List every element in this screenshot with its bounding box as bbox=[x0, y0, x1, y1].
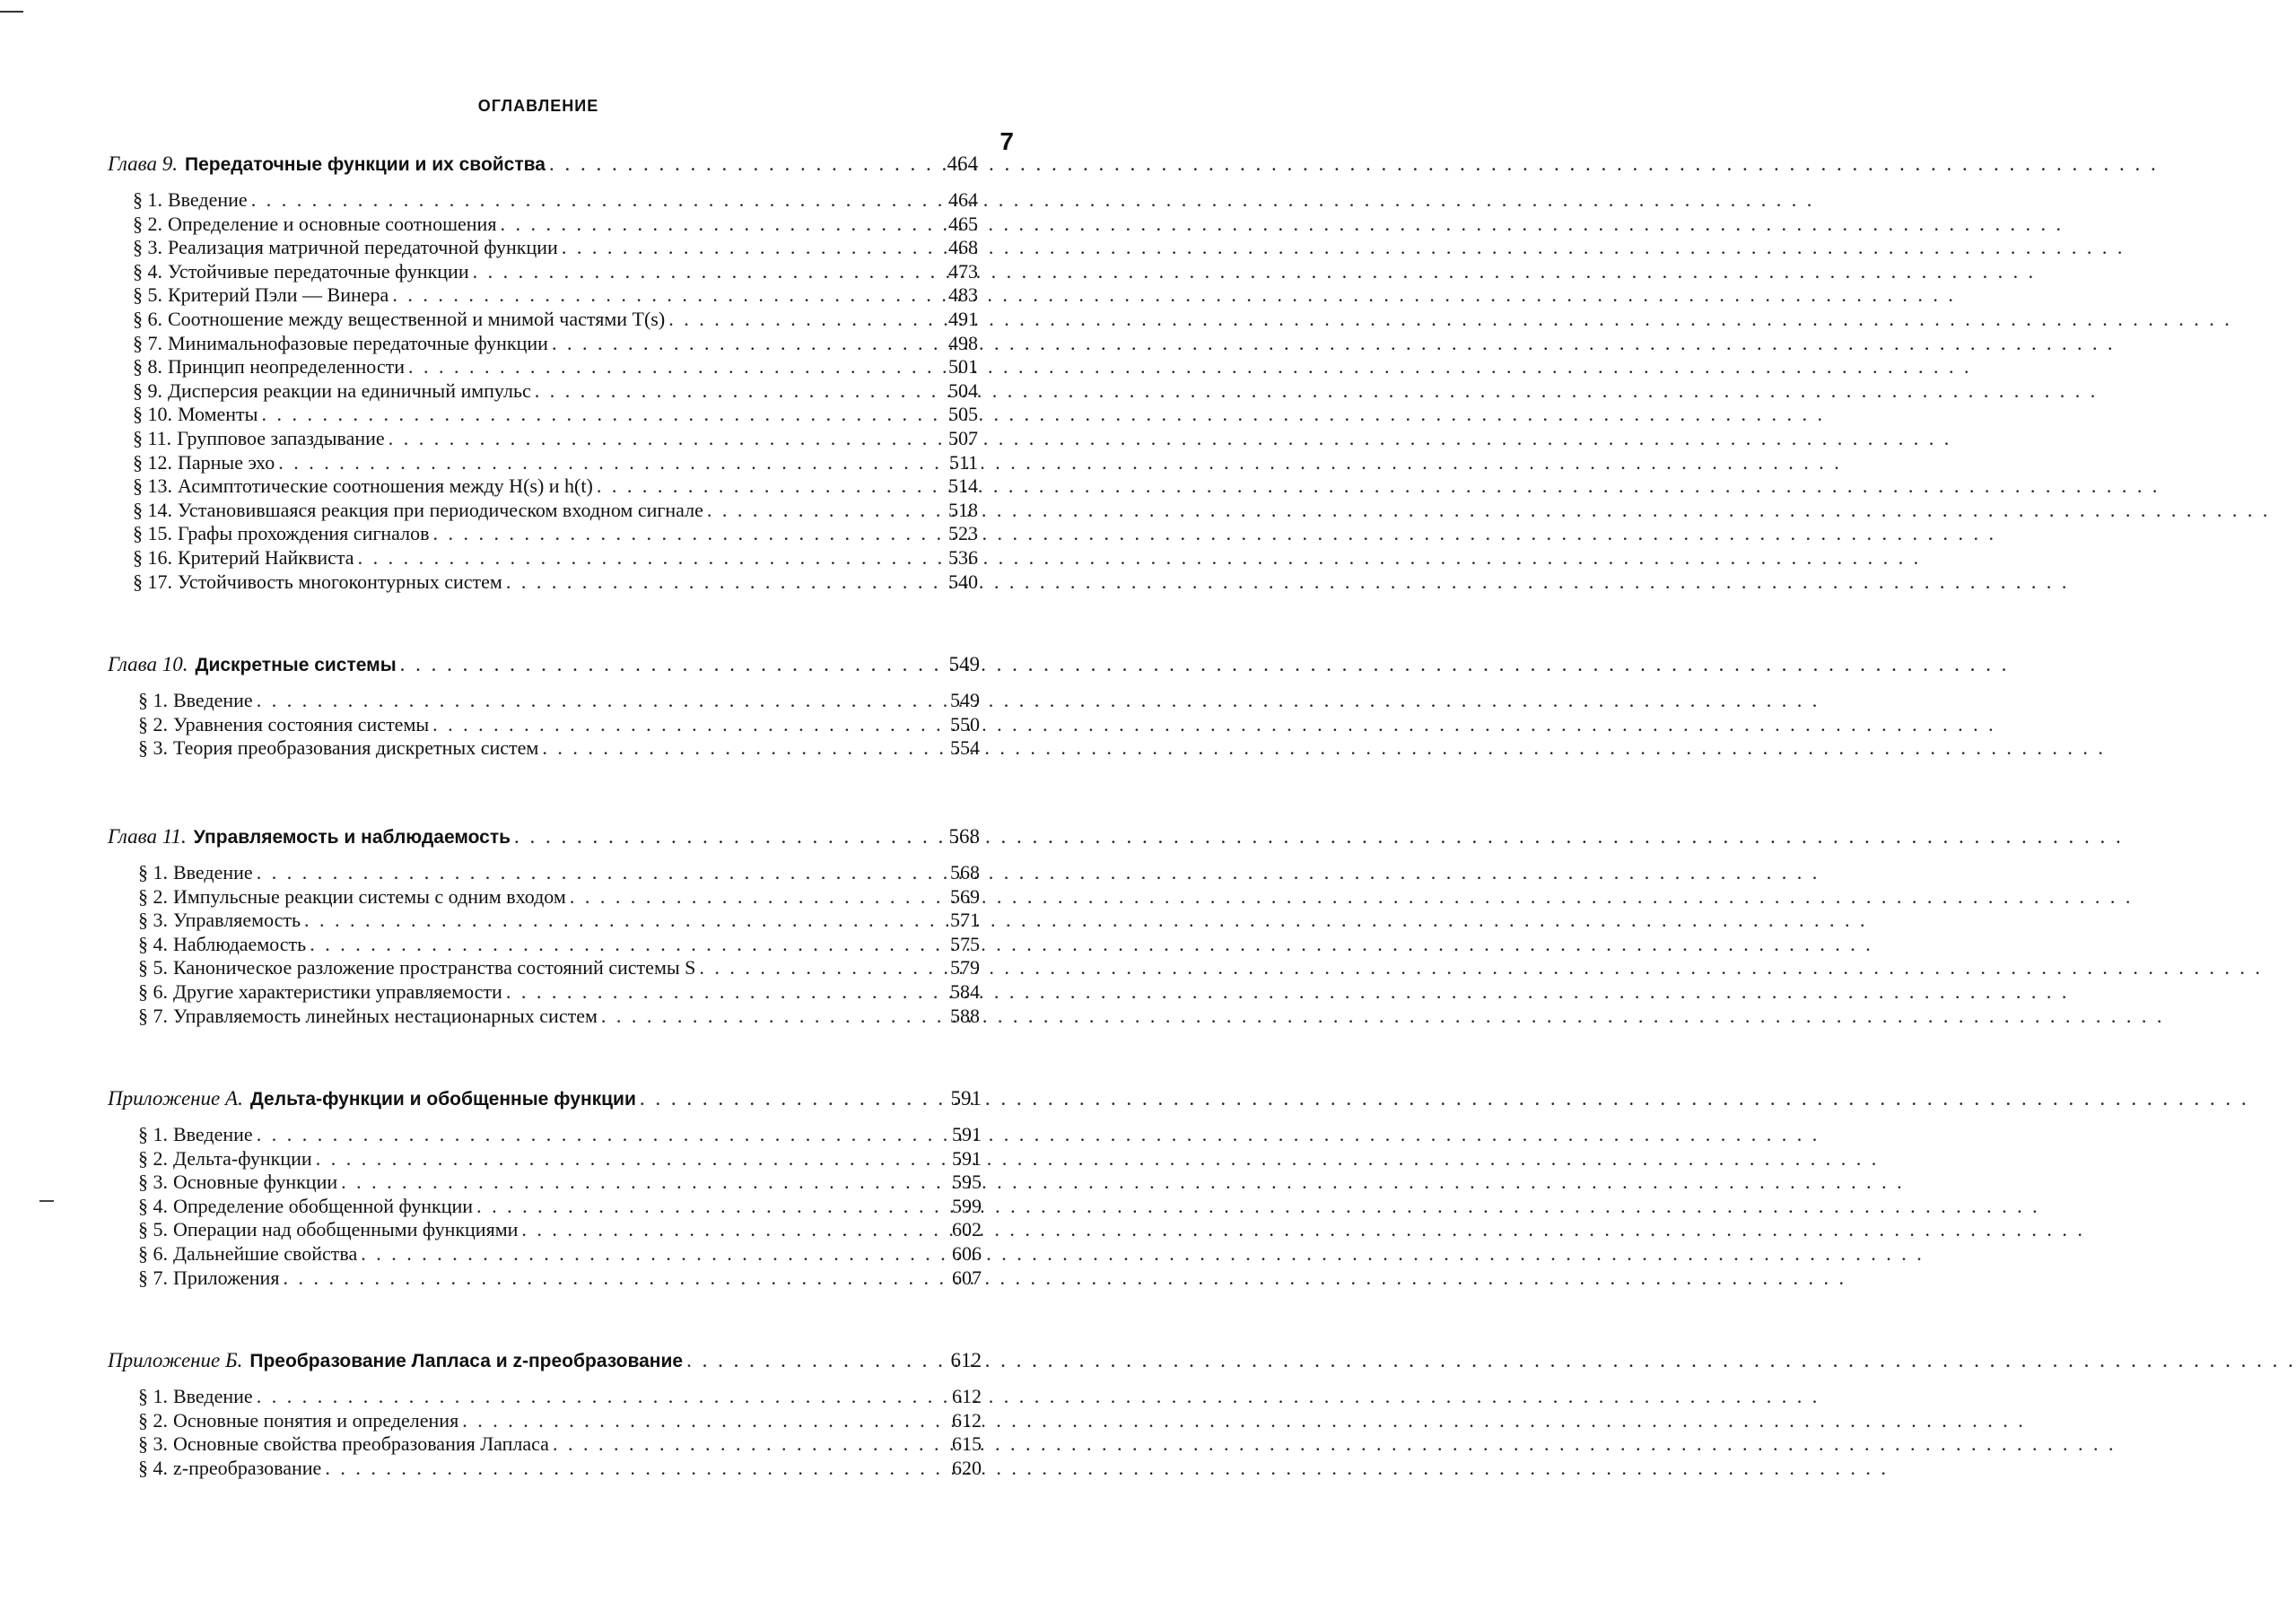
section-number: § 7. bbox=[138, 1266, 168, 1289]
section-list bbox=[0, 188, 1077, 594]
section-title: Определение и основные соотношения bbox=[168, 212, 497, 235]
toc-entry bbox=[133, 570, 978, 595]
dot-leader bbox=[553, 1432, 947, 1457]
section-page-number: 620 bbox=[952, 1456, 982, 1479]
section-number: § 3. bbox=[138, 909, 168, 932]
dot-leader bbox=[500, 213, 944, 237]
dot-leader bbox=[388, 427, 944, 451]
dot-leader bbox=[251, 188, 944, 213]
section-page-number: 550 bbox=[950, 712, 980, 736]
toc-entry-title-group bbox=[138, 1195, 473, 1219]
toc-entry-title-group bbox=[138, 1432, 549, 1457]
chapter-title-group bbox=[108, 1347, 683, 1375]
section-title: z-преобразование bbox=[173, 1456, 322, 1479]
toc-entry bbox=[138, 1385, 982, 1409]
section-number: § 4. bbox=[138, 1456, 168, 1479]
section-title: Введение bbox=[168, 188, 248, 211]
dot-leader bbox=[283, 1266, 947, 1291]
section-title: Соотношение между вещественной и мнимой частями T(s) bbox=[168, 307, 666, 330]
section-number: § 3. bbox=[138, 1171, 168, 1194]
section-title: Принцип неопределенности bbox=[168, 355, 405, 379]
section-page-number: 507 bbox=[948, 426, 978, 449]
toc-entry-title-group bbox=[133, 188, 248, 213]
toc-entry-title-group bbox=[133, 213, 496, 237]
section-number: § 1. bbox=[138, 861, 168, 883]
dot-leader bbox=[432, 713, 946, 737]
toc-entry-title-group bbox=[133, 355, 405, 379]
section-page-number: 491 bbox=[948, 307, 978, 330]
toc-entry-title-group bbox=[133, 283, 388, 308]
toc-entry-title-group bbox=[133, 451, 275, 475]
section-page-number: 568 bbox=[950, 861, 980, 883]
section-number: § 6. bbox=[138, 1241, 168, 1265]
chapter-heading bbox=[108, 1085, 982, 1112]
toc-entry bbox=[138, 1171, 982, 1195]
section-page-number: 612 bbox=[952, 1408, 982, 1432]
dot-leader bbox=[400, 651, 946, 678]
section-title: Импульсные реакции системы с одним входом bbox=[173, 884, 566, 908]
section-number: § 1. bbox=[133, 188, 162, 211]
section-number: § 4. bbox=[138, 932, 168, 955]
toc-entry bbox=[138, 1409, 982, 1433]
section-number: § 5. bbox=[133, 283, 162, 307]
toc-entry-title-group bbox=[138, 736, 538, 761]
toc-entry bbox=[138, 1218, 982, 1242]
dot-leader bbox=[473, 260, 944, 284]
toc-entry bbox=[133, 522, 978, 546]
section-number: § 2. bbox=[133, 212, 162, 235]
chapter-label: Глава 11. bbox=[108, 825, 187, 848]
toc-entry bbox=[138, 1242, 982, 1266]
section-number: § 12. bbox=[133, 450, 172, 474]
toc-entry-title-group bbox=[138, 1457, 321, 1481]
toc-entry-title-group bbox=[138, 713, 429, 737]
section-number: § 4. bbox=[133, 259, 162, 283]
section-title: Операции над обобщенными функциями bbox=[173, 1218, 519, 1241]
section-number: § 7. bbox=[138, 1004, 168, 1027]
section-number: § 16. bbox=[133, 545, 172, 569]
dot-leader bbox=[257, 1123, 947, 1147]
toc-entry bbox=[138, 909, 980, 933]
chapter-title: Дискретные системы bbox=[195, 655, 397, 675]
section-title: Реализация матричной передаточной функции bbox=[168, 236, 558, 259]
section-page-number: 591 bbox=[952, 1123, 982, 1145]
dot-leader bbox=[310, 933, 946, 957]
toc-entry bbox=[133, 213, 978, 237]
section-number: § 3. bbox=[133, 236, 162, 259]
section-title: Групповое запаздывание bbox=[177, 426, 385, 449]
section-number: § 2. bbox=[138, 1146, 168, 1170]
margin-mark-top bbox=[0, 11, 23, 13]
section-title: Управляемость линейных нестационарных систем bbox=[173, 1004, 598, 1027]
toc-entry bbox=[138, 980, 980, 1005]
section-number: § 6. bbox=[133, 307, 162, 330]
section-page-number: 483 bbox=[948, 283, 978, 307]
toc-entry bbox=[138, 736, 980, 761]
dot-leader bbox=[506, 980, 946, 1005]
chapter-label: Приложение Б. bbox=[108, 1349, 243, 1371]
section-page-number: 554 bbox=[950, 736, 980, 760]
chapter-label: Глава 10. bbox=[108, 653, 188, 675]
section-list bbox=[0, 689, 1077, 761]
toc-entry bbox=[138, 1123, 982, 1147]
section-title: Критерий Найквиста bbox=[178, 545, 354, 569]
toc-entry-title-group bbox=[138, 933, 306, 957]
dot-leader bbox=[257, 861, 946, 885]
chapter-page-number: 612 bbox=[950, 1349, 982, 1371]
section-title: Приложения bbox=[173, 1266, 280, 1289]
section-title: Графы прохождения сигналов bbox=[178, 522, 430, 545]
section-number: § 9. bbox=[133, 379, 162, 402]
section-page-number: 511 bbox=[948, 450, 978, 474]
section-page-number: 468 bbox=[948, 236, 978, 259]
running-head: ОГЛАВЛЕНИЕ bbox=[477, 97, 599, 115]
toc-entry-title-group bbox=[138, 1385, 253, 1409]
toc-entry-title-group bbox=[133, 403, 258, 427]
chapter-heading bbox=[108, 651, 980, 678]
toc-entry bbox=[138, 1457, 982, 1481]
chapter-label: Глава 9. bbox=[108, 152, 178, 175]
toc-entry bbox=[133, 379, 978, 404]
dot-leader bbox=[341, 1171, 947, 1195]
dot-leader bbox=[707, 499, 944, 523]
toc-entry-title-group bbox=[133, 332, 548, 356]
section-title: Основные свойства преобразования Лапласа bbox=[173, 1432, 549, 1456]
chapter-title-group bbox=[108, 651, 397, 679]
chapter-title: Управляемость и наблюдаемость bbox=[193, 827, 511, 848]
section-page-number: 518 bbox=[948, 498, 978, 521]
toc-entry-title-group bbox=[138, 885, 566, 910]
toc-entry bbox=[138, 933, 980, 957]
section-page-number: 523 bbox=[948, 522, 978, 545]
dot-leader bbox=[699, 956, 946, 980]
document-page bbox=[0, 0, 1077, 1619]
section-number: § 13. bbox=[133, 474, 172, 498]
dot-leader bbox=[668, 308, 944, 332]
section-title: Установившаяся реакция при периодическом входном сигнале bbox=[178, 498, 703, 521]
section-page-number: 615 bbox=[952, 1432, 982, 1456]
dot-leader bbox=[601, 1005, 946, 1029]
toc-entry bbox=[133, 403, 978, 427]
dot-leader bbox=[521, 1218, 947, 1242]
chapter-label: Приложение А. bbox=[108, 1087, 243, 1110]
chapter-page-number: 591 bbox=[950, 1087, 982, 1110]
toc-entry bbox=[133, 546, 978, 570]
section-page-number: 591 bbox=[952, 1146, 982, 1170]
toc-entry bbox=[138, 689, 980, 713]
section-number: § 3. bbox=[138, 1432, 168, 1456]
chapter-title-group bbox=[108, 1085, 636, 1113]
section-title: Критерий Пэли — Винера bbox=[168, 283, 389, 307]
toc-entry bbox=[133, 188, 978, 213]
section-page-number: 575 bbox=[950, 932, 980, 955]
toc-entry bbox=[133, 474, 978, 499]
section-number: § 15. bbox=[133, 522, 172, 545]
toc-entry-title-group bbox=[138, 1218, 518, 1242]
toc-entry bbox=[138, 1432, 982, 1457]
section-title: Моменты bbox=[178, 403, 258, 426]
section-page-number: 498 bbox=[948, 331, 978, 354]
chapter-block bbox=[0, 1347, 1077, 1480]
section-title: Парные эхо bbox=[178, 450, 275, 474]
toc-entry-title-group bbox=[133, 499, 703, 523]
section-number: § 1. bbox=[138, 1385, 168, 1407]
section-title: Теория преобразования дискретных систем bbox=[173, 736, 539, 760]
section-number: § 10. bbox=[133, 403, 172, 426]
section-title: Основные функции bbox=[173, 1171, 338, 1194]
page-number: 7 bbox=[1000, 127, 1014, 155]
chapter-block bbox=[0, 823, 1077, 1028]
section-page-number: 473 bbox=[948, 259, 978, 283]
section-list bbox=[0, 861, 1077, 1028]
toc-entry bbox=[133, 332, 978, 356]
toc-entry-title-group bbox=[133, 546, 354, 570]
toc-entry-title-group bbox=[138, 909, 301, 933]
section-page-number: 599 bbox=[952, 1194, 982, 1217]
chapter-title: Дельта-функции и обобщенные функции bbox=[249, 1089, 636, 1110]
toc-entry-title-group bbox=[138, 956, 695, 980]
toc-entry bbox=[133, 283, 978, 308]
dot-leader bbox=[325, 1457, 947, 1481]
section-page-number: 464 bbox=[948, 188, 978, 211]
toc-entry-title-group bbox=[133, 379, 531, 404]
section-page-number: 505 bbox=[948, 403, 978, 426]
section-page-number: 579 bbox=[950, 956, 980, 979]
toc-entry-title-group bbox=[138, 1266, 279, 1291]
toc-entry-title-group bbox=[133, 427, 385, 451]
chapter-page-number: 568 bbox=[948, 825, 980, 848]
dot-leader bbox=[535, 379, 944, 404]
dot-leader bbox=[686, 1347, 947, 1374]
section-list bbox=[0, 1385, 1077, 1480]
toc-entry-title-group bbox=[133, 570, 502, 595]
chapter-page-number: 549 bbox=[948, 653, 980, 675]
toc-entry bbox=[133, 451, 978, 475]
dot-leader bbox=[392, 283, 944, 308]
toc-entry-title-group bbox=[138, 1171, 337, 1195]
dot-leader bbox=[358, 546, 944, 570]
section-page-number: 569 bbox=[950, 884, 980, 908]
dot-leader bbox=[408, 355, 944, 379]
chapter-block bbox=[0, 151, 1077, 594]
chapter-block bbox=[0, 651, 1077, 761]
toc-entry-title-group bbox=[138, 689, 253, 713]
toc-entry bbox=[138, 885, 980, 910]
toc-entry-title-group bbox=[133, 236, 558, 260]
dot-leader bbox=[257, 1385, 947, 1409]
toc-entry bbox=[138, 1266, 982, 1291]
toc-entry bbox=[138, 956, 980, 980]
chapter-block bbox=[0, 1085, 1077, 1290]
dot-leader bbox=[361, 1242, 947, 1266]
section-number: § 2. bbox=[138, 1408, 168, 1432]
section-number: § 5. bbox=[138, 1218, 168, 1241]
chapter-title: Передаточные функции и их свойства bbox=[185, 154, 546, 175]
toc-entry-title-group bbox=[138, 1123, 253, 1147]
chapter-title: Преобразование Лапласа и z-преобразование bbox=[249, 1351, 684, 1371]
section-title: Управляемость bbox=[173, 909, 301, 932]
section-title: Дальнейшие свойства bbox=[173, 1241, 358, 1265]
dot-leader bbox=[562, 236, 944, 260]
section-number: § 8. bbox=[133, 355, 162, 379]
section-title: Дельта-функции bbox=[173, 1146, 312, 1170]
dot-leader bbox=[432, 522, 944, 546]
section-page-number: 588 bbox=[950, 1004, 980, 1027]
toc-entry-title-group bbox=[133, 474, 593, 499]
toc-entry-title-group bbox=[138, 1147, 312, 1171]
section-number: § 1. bbox=[138, 689, 168, 711]
toc-entry-title-group bbox=[133, 260, 469, 284]
section-number: § 14. bbox=[133, 498, 172, 521]
dot-leader bbox=[549, 151, 944, 178]
section-number: § 2. bbox=[138, 712, 168, 736]
chapter-page-number: 464 bbox=[947, 152, 978, 175]
section-title: Каноническое разложение пространства состояний системы S bbox=[173, 956, 696, 979]
toc-entry-title-group bbox=[138, 861, 253, 885]
section-page-number: 504 bbox=[948, 379, 978, 402]
toc-entry bbox=[133, 355, 978, 379]
section-page-number: 501 bbox=[948, 355, 978, 379]
section-title: Устойчивые передаточные функции bbox=[168, 259, 469, 283]
chapter-heading bbox=[108, 823, 980, 850]
section-page-number: 536 bbox=[948, 545, 978, 569]
section-page-number: 606 bbox=[952, 1241, 982, 1265]
toc-entry-title-group bbox=[138, 1409, 458, 1433]
section-title: Введение bbox=[173, 861, 253, 883]
dot-leader bbox=[597, 474, 944, 499]
section-number: § 1. bbox=[138, 1123, 168, 1145]
dot-leader bbox=[514, 823, 945, 850]
section-page-number: 595 bbox=[952, 1171, 982, 1194]
dot-leader bbox=[640, 1085, 947, 1112]
section-number: § 4. bbox=[138, 1194, 168, 1217]
section-title: Введение bbox=[173, 689, 253, 711]
dot-leader bbox=[570, 885, 946, 910]
section-title: Минимальнофазовые передаточные функции bbox=[168, 331, 548, 354]
toc-entry bbox=[133, 308, 978, 332]
section-title: Другие характеристики управляемости bbox=[173, 979, 502, 1003]
section-number: § 11. bbox=[133, 426, 172, 449]
section-title: Введение bbox=[173, 1123, 253, 1145]
section-title: Определение обобщенной функции bbox=[173, 1194, 474, 1217]
section-title: Уравнения состояния системы bbox=[173, 712, 430, 736]
section-number: § 3. bbox=[138, 736, 168, 760]
chapter-heading bbox=[108, 151, 978, 178]
section-title: Дисперсия реакции на единичный импульс bbox=[168, 379, 531, 402]
dot-leader bbox=[462, 1409, 947, 1433]
dot-leader bbox=[476, 1195, 947, 1219]
section-page-number: 514 bbox=[948, 474, 978, 498]
section-page-number: 612 bbox=[952, 1385, 982, 1407]
toc-entry-title-group bbox=[133, 308, 665, 332]
section-number: § 17. bbox=[133, 570, 172, 593]
toc-entry bbox=[138, 1005, 980, 1029]
section-title: Введение bbox=[173, 1385, 253, 1407]
section-number: § 5. bbox=[138, 956, 168, 979]
section-page-number: 571 bbox=[950, 909, 980, 932]
dot-leader bbox=[542, 736, 946, 761]
chapter-heading bbox=[108, 1347, 982, 1374]
toc-entry-title-group bbox=[138, 980, 502, 1005]
toc-entry bbox=[133, 499, 978, 523]
section-number: § 6. bbox=[138, 979, 168, 1003]
section-page-number: 607 bbox=[952, 1266, 982, 1289]
section-title: Основные понятия и определения bbox=[173, 1408, 459, 1432]
section-page-number: 602 bbox=[952, 1218, 982, 1241]
toc-entry bbox=[133, 236, 978, 260]
section-title: Асимптотические соотношения между H(s) и h(t) bbox=[178, 474, 593, 498]
toc-entry bbox=[133, 427, 978, 451]
dot-leader bbox=[261, 403, 944, 427]
section-page-number: 549 bbox=[950, 689, 980, 711]
section-number: § 7. bbox=[133, 331, 162, 354]
toc-entry bbox=[138, 1147, 982, 1171]
toc-entry bbox=[138, 861, 980, 885]
dot-leader bbox=[552, 332, 944, 356]
chapter-title-group bbox=[108, 151, 546, 178]
toc-entry-title-group bbox=[138, 1005, 598, 1029]
dot-leader bbox=[506, 570, 944, 595]
toc-entry bbox=[138, 1195, 982, 1219]
section-title: Устойчивость многоконтурных систем bbox=[178, 570, 502, 593]
toc-entry bbox=[138, 713, 980, 737]
toc-entry bbox=[133, 260, 978, 284]
dot-leader bbox=[316, 1147, 947, 1171]
dot-leader bbox=[278, 451, 944, 475]
section-list bbox=[0, 1123, 1077, 1290]
dot-leader bbox=[257, 689, 946, 713]
section-page-number: 540 bbox=[948, 570, 978, 593]
section-page-number: 465 bbox=[948, 212, 978, 235]
section-title: Наблюдаемость bbox=[173, 932, 307, 955]
toc-entry-title-group bbox=[138, 1242, 357, 1266]
chapter-title-group bbox=[108, 823, 511, 851]
section-number: § 2. bbox=[138, 884, 168, 908]
toc-entry-title-group bbox=[133, 522, 429, 546]
section-page-number: 584 bbox=[950, 979, 980, 1003]
dot-leader bbox=[304, 909, 946, 933]
